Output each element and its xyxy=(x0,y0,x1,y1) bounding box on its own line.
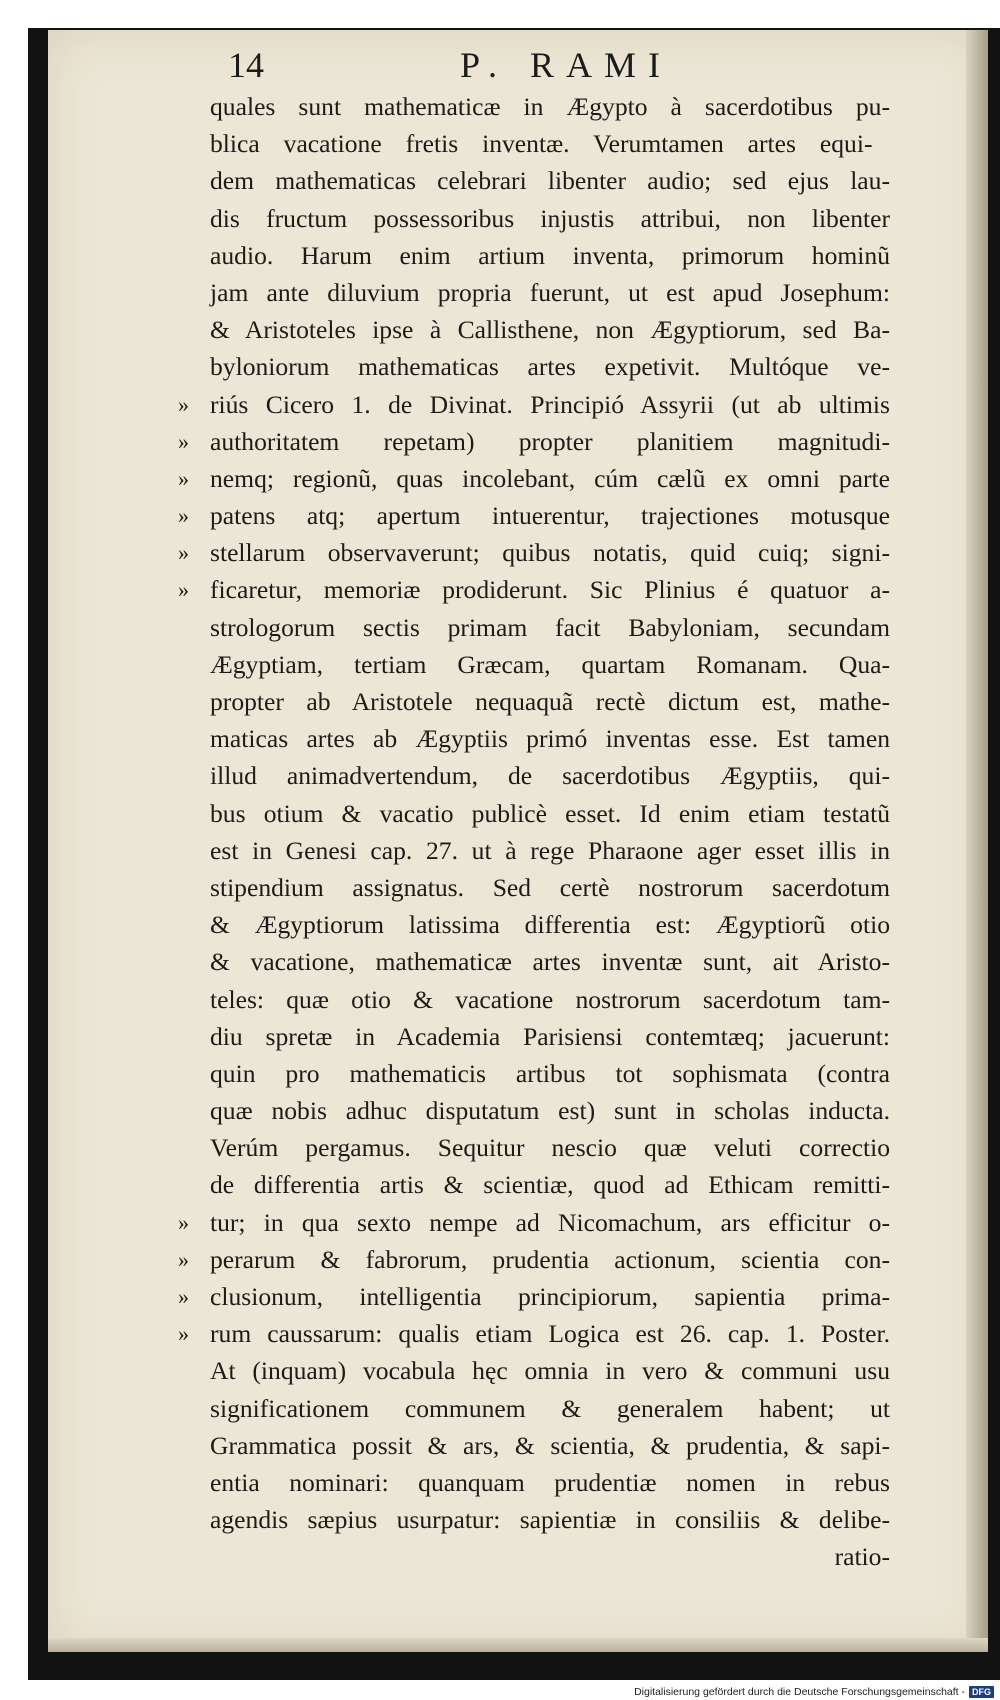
text-line xyxy=(210,683,890,720)
text-line xyxy=(210,1129,890,1166)
text-line xyxy=(178,1241,890,1278)
quotation-mark: » xyxy=(178,1321,189,1347)
text-line xyxy=(210,311,890,348)
dfg-logo-badge: DFG xyxy=(969,1686,994,1698)
line-text: jam ante diluvium propria fuerunt, ut est apud Josephum: xyxy=(210,277,890,307)
line-text: byloniorum mathematicas artes expetivit. Multóque ve- xyxy=(210,352,890,382)
text-line xyxy=(178,1204,890,1241)
text-line xyxy=(210,1352,890,1389)
line-text: blica vacatione fretis inventæ. Verumtamen artes equi- xyxy=(210,129,873,159)
line-text: teles: quæ otio & vacatione nostrorum sacerdotum tam- xyxy=(210,984,890,1014)
text-line xyxy=(210,869,890,906)
text-line xyxy=(178,571,890,608)
line-text: rum caussarum: qualis etiam Logica est 26. cap. 1. Poster. xyxy=(210,1319,890,1349)
text-line xyxy=(210,981,890,1018)
line-text: Ægyptiam, tertiam Græcam, quartam Romanam. Qua- xyxy=(210,649,890,679)
text-line xyxy=(210,609,890,646)
quotation-mark: » xyxy=(178,1284,189,1309)
quotation-mark: » xyxy=(178,1246,189,1272)
line-text: entia nominari: quanquam prudentiæ nomen in rebus xyxy=(210,1467,890,1497)
line-text: ratio- xyxy=(834,1542,890,1572)
line-text: Verúm pergamus. Sequitur nescio quæ veluti correctio xyxy=(210,1133,890,1163)
credit-text: Digitalisierung gefördert durch die Deutsche Forschungsgemeinschaft - xyxy=(634,1686,965,1698)
text-line xyxy=(178,497,890,534)
text-line xyxy=(178,386,890,423)
text-line xyxy=(210,200,890,237)
quotation-mark: » xyxy=(178,428,189,454)
text-line xyxy=(210,646,890,683)
line-text: est in Genesi cap. 27. ut à rege Pharaone ager esset illis in xyxy=(210,835,890,865)
line-text: & Ægyptiorum latissima differentia est: Ægyptiorũ otio xyxy=(210,910,890,940)
line-text: illud animadvertendum, de sacerdotibus Ægyptiis, qui- xyxy=(210,761,890,791)
text-line xyxy=(210,1538,890,1575)
text-line xyxy=(210,1092,890,1129)
line-text: agendis sæpius usurpatur: sapientiæ in consiliis & delibe- xyxy=(210,1505,890,1535)
line-text: authoritatem repetam) propter planitiem magnitudi- xyxy=(210,426,890,456)
text-line xyxy=(210,237,890,274)
text-line xyxy=(210,348,890,385)
line-text: stellarum observaverunt; quibus notatis, quid cuiq; signi- xyxy=(210,538,890,568)
text-line xyxy=(210,1390,890,1427)
text-line xyxy=(178,534,890,571)
line-text: significationem communem & generalem habent; ut xyxy=(210,1393,890,1423)
body-text xyxy=(178,88,890,1576)
text-line xyxy=(210,1018,890,1055)
quotation-mark: » xyxy=(178,1209,189,1235)
line-text: & Aristoteles ipse à Callisthene, non Ægyptiorum, sed Ba- xyxy=(210,315,890,345)
text-line xyxy=(210,757,890,794)
digitization-credit xyxy=(634,1686,994,1698)
text-line xyxy=(210,162,890,199)
line-text: clusionum, intelligentia principiorum, sapientia prima- xyxy=(210,1282,890,1311)
line-text: bus otium & vacatio publicè esset. Id enim etiam testatũ xyxy=(210,798,890,828)
text-line xyxy=(210,1055,890,1092)
text-line xyxy=(210,1427,890,1464)
quotation-mark: » xyxy=(178,503,189,529)
line-text: quæ nobis adhuc disputatum est) sunt in scholas inducta. xyxy=(210,1096,890,1126)
line-text: perarum & fabrorum, prudentia actionum, scientia con- xyxy=(210,1244,890,1274)
text-line xyxy=(210,943,890,980)
line-text: patens atq; apertum intuerentur, trajectiones motusque xyxy=(210,501,890,531)
line-text: propter ab Aristotele nequaquã rectè dictum est, mathe- xyxy=(210,687,890,716)
text-line xyxy=(210,795,890,832)
page-number: 14 xyxy=(228,45,264,85)
line-text: tur; in qua sexto nempe ad Nicomachum, ars efficitur o- xyxy=(210,1207,890,1237)
text-line xyxy=(210,125,890,162)
text-line xyxy=(210,720,890,757)
line-text: At (inquam) vocabula hęc omnia in vero & communi usu xyxy=(210,1356,890,1386)
running-head: P. RAMI xyxy=(460,45,673,85)
quotation-mark: » xyxy=(178,577,189,603)
line-text: audio. Harum enim artium inventa, primorum hominũ xyxy=(210,240,890,270)
text-line xyxy=(210,88,890,125)
line-text: dem mathematicas celebrari libenter audio; sed ejus lau- xyxy=(210,166,890,196)
quotation-mark: » xyxy=(178,540,189,566)
line-text: strologorum sectis primam facit Babyloniam, secundam xyxy=(210,612,890,642)
text-line xyxy=(178,1278,890,1315)
line-text: stipendium assignatus. Sed certè nostrorum sacerdotum xyxy=(210,872,890,902)
line-text: & vacatione, mathematicæ artes inventæ sunt, ait Aristo- xyxy=(210,947,890,977)
text-line xyxy=(210,906,890,943)
line-text: quin pro mathematicis artibus tot sophismata (contra xyxy=(210,1058,890,1088)
page-edge-bottom xyxy=(48,1638,988,1652)
text-line xyxy=(178,460,890,497)
text-line xyxy=(178,1315,890,1352)
page-edge-right xyxy=(966,30,988,1652)
line-text: nemq; regionũ, quas incolebant, cúm cælũ ex omni parte xyxy=(210,463,890,493)
line-text: diu spretæ in Academia Parisiensi contemtæq; jacuerunt: xyxy=(210,1021,890,1051)
line-text: de differentia artis & scientiæ, quod ad Ethicam remitti- xyxy=(210,1170,890,1200)
text-line xyxy=(210,1501,890,1538)
line-text: maticas artes ab Ægyptiis primó inventas esse. Est tamen xyxy=(210,724,890,754)
line-text: ficaretur, memoriæ prodiderunt. Sic Plinius é quatuor a- xyxy=(210,575,890,605)
text-line xyxy=(178,423,890,460)
quotation-mark: » xyxy=(178,465,189,491)
text-line xyxy=(210,1464,890,1501)
quotation-mark: » xyxy=(178,391,189,417)
text-line xyxy=(210,832,890,869)
line-text: Grammatica possit & ars, & scientia, & prudentia, & sapi- xyxy=(210,1430,890,1460)
text-line xyxy=(210,1166,890,1203)
text-line xyxy=(210,274,890,311)
line-text: dis fructum possessoribus injustis attribui, non libenter xyxy=(210,203,890,233)
line-text: riús Cicero 1. de Divinat. Principió Assyrii (ut ab ultimis xyxy=(210,389,890,419)
line-text: quales sunt mathematicæ in Ægypto à sacerdotibus pu- xyxy=(210,92,890,121)
